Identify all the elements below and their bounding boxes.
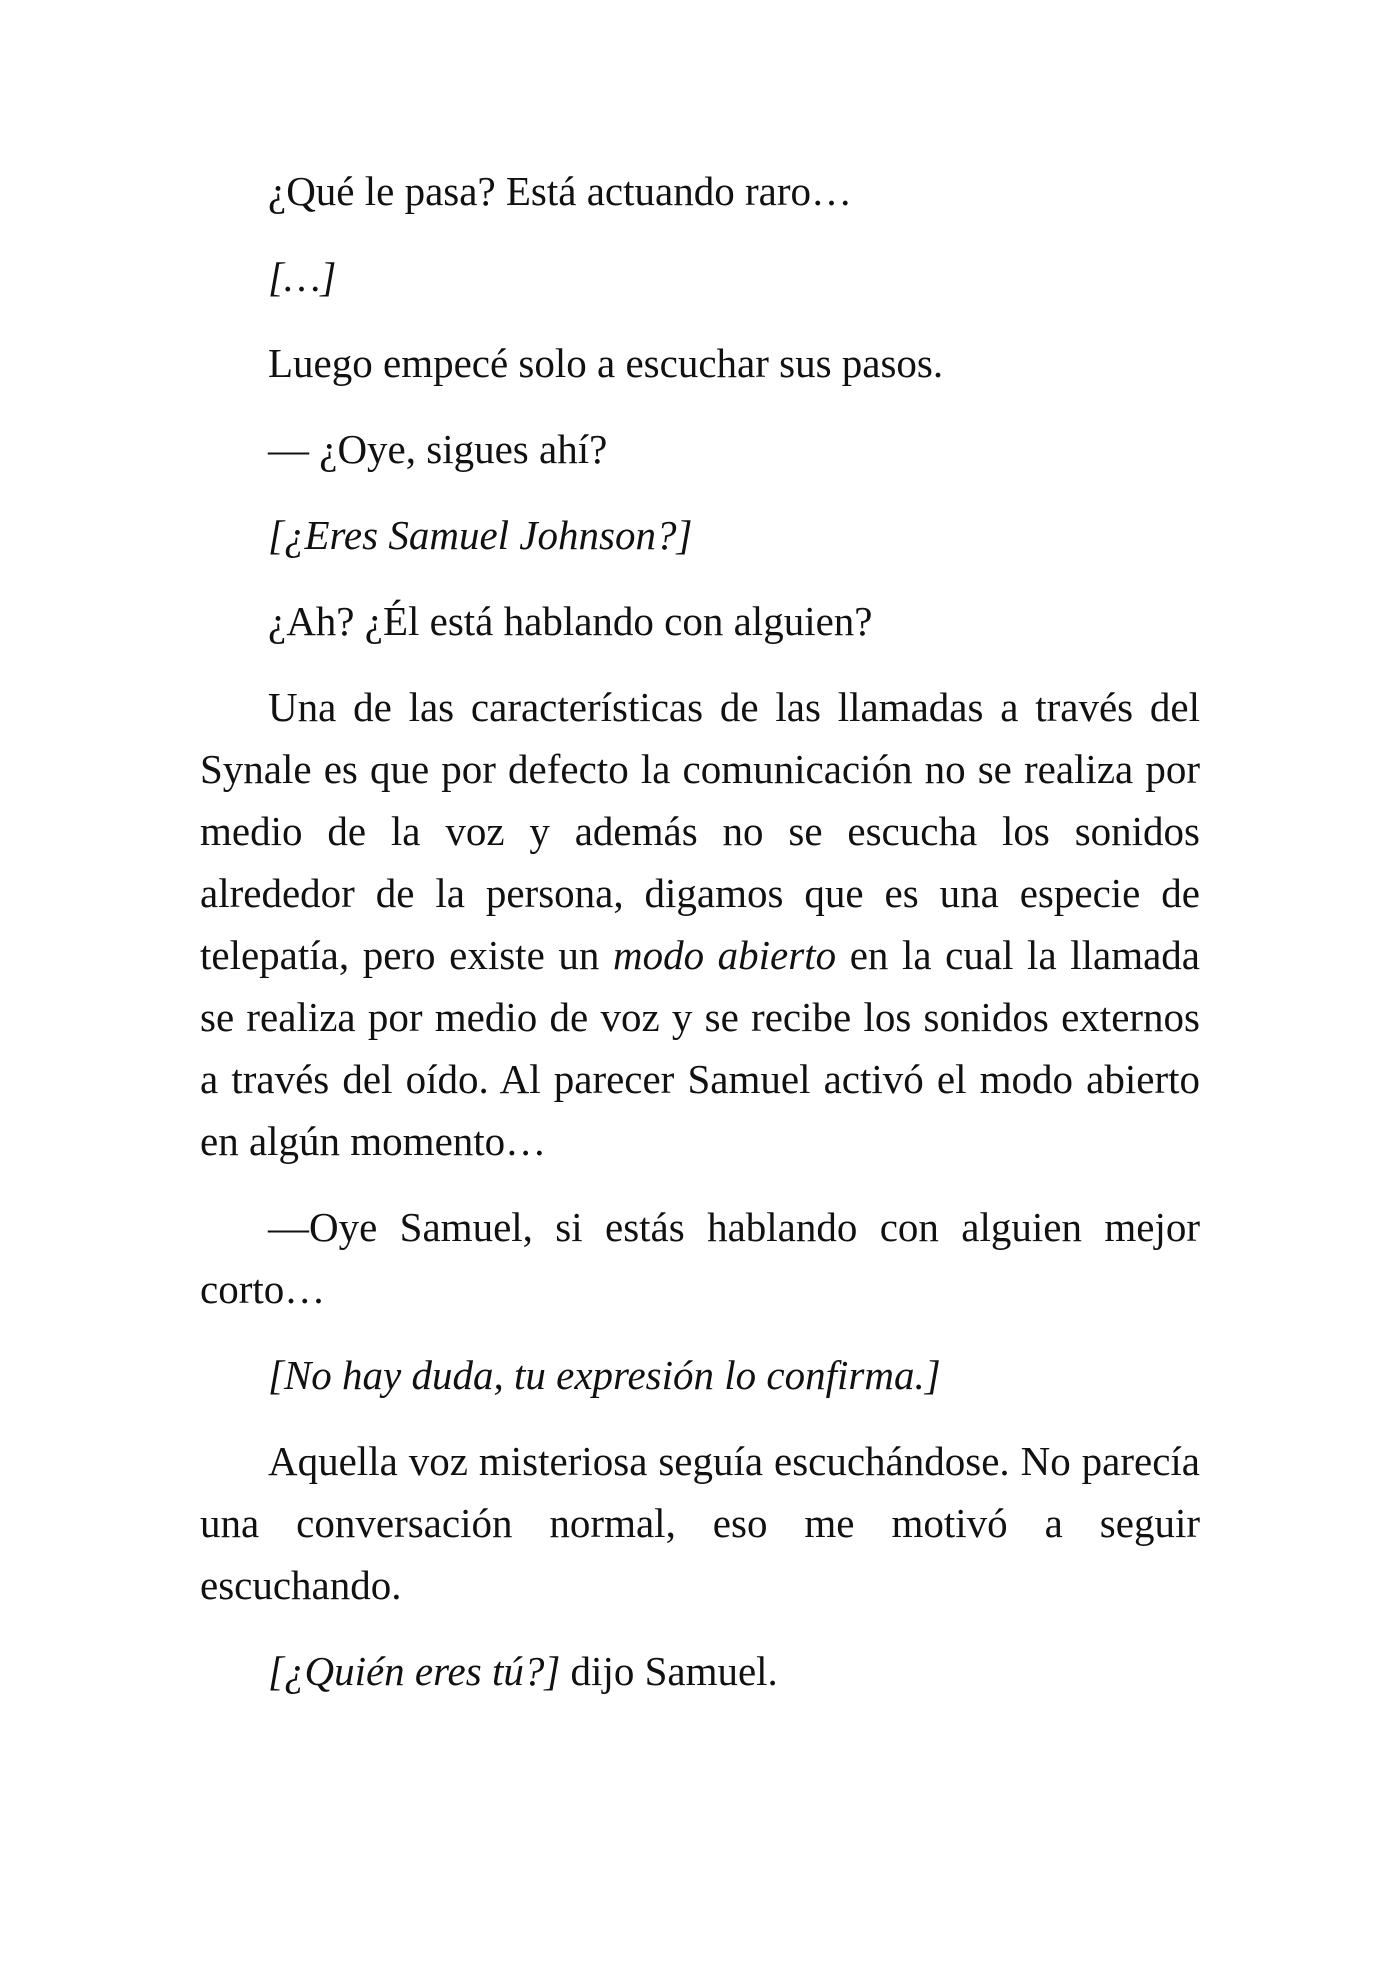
- paragraph-8: [200, 1196, 1200, 1320]
- text-run-italic: [¿Eres Samuel Johnson?]: [268, 512, 693, 558]
- text-run-italic: [¿Quién eres tú?]: [268, 1648, 561, 1694]
- paragraph-3: [200, 332, 1200, 394]
- text-run: — ¿Oye, sigues ahí?: [268, 426, 608, 472]
- text-run-italic: [No hay duda, tu expresión lo confirma.]: [268, 1352, 941, 1398]
- paragraph-7: [200, 676, 1200, 1172]
- page-body: [200, 160, 1200, 1726]
- paragraph-4: [200, 418, 1200, 480]
- text-run-italic: modo abierto: [612, 932, 837, 978]
- text-run: Una de las características de las llamadas a través del Synale es que por defecto la comunicación no se realiza por medio de la voz y además no se escucha los sonidos alrededor de la persona, digamos que es una especie de telepatía, pero existe un: [200, 684, 1200, 978]
- paragraph-1: [200, 160, 1200, 222]
- text-run: ¿Ah? ¿Él está hablando con alguien?: [268, 598, 873, 644]
- paragraph-5: [200, 504, 1200, 566]
- paragraph-11: [200, 1640, 1200, 1702]
- text-run-italic: […]: [268, 254, 337, 300]
- paragraph-9: [200, 1344, 1200, 1406]
- paragraph-2: [200, 246, 1200, 308]
- text-run: en la cual la llamada se realiza por medio de voz y se recibe los sonidos externos a través del oído. Al parecer Samuel activó el modo abierto en algún momento…: [200, 932, 1200, 1164]
- text-run: Aquella voz misteriosa seguía escuchándose. No parecía una conversación normal, eso me motivó a seguir escuchando.: [200, 1438, 1200, 1608]
- text-run: ¿Qué le pasa? Está actuando raro…: [268, 168, 852, 214]
- text-run: —Oye Samuel, si estás hablando con alguien mejor corto…: [200, 1204, 1200, 1312]
- text-run: Luego empecé solo a escuchar sus pasos.: [268, 340, 944, 386]
- text-run: dijo Samuel.: [560, 1648, 778, 1694]
- paragraph-10: [200, 1430, 1200, 1616]
- paragraph-6: [200, 590, 1200, 652]
